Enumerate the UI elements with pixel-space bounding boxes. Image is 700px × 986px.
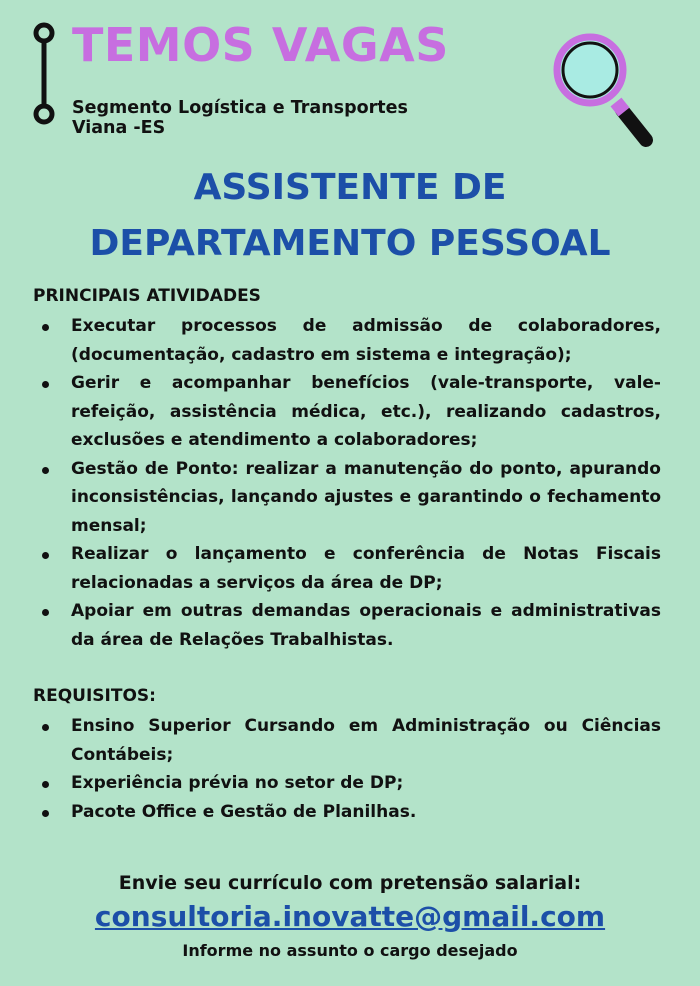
requirements-list — [33, 712, 661, 826]
list-item: Apoiar em outras demandas operacionais e administrativas da área de Relações Trabalhistas. — [33, 597, 661, 654]
subject-note: Informe no assunto o cargo desejado — [182, 941, 518, 960]
call-to-action: Envie seu currículo com pretensão salarial: — [118, 872, 582, 894]
magnifying-glass-icon — [550, 30, 655, 155]
list-item: Ensino Superior Cursando em Administração ou Ciências Contábeis; — [33, 712, 661, 769]
bullet-icon — [42, 324, 49, 331]
bullet-icon — [42, 781, 49, 788]
poster-title: TEMOS VAGAS — [72, 18, 449, 72]
location-text: Viana -ES — [72, 118, 166, 138]
bullet-icon — [42, 724, 49, 731]
email-link[interactable]: consultoria.inovatte@gmail.com — [94, 900, 606, 933]
list-item: Pacote Office e Gestão de Planilhas. — [33, 798, 661, 827]
list-item: Experiência prévia no setor de DP; — [33, 769, 661, 798]
list-item: Gestão de Ponto: realizar a manutenção do ponto, apurando inconsistências, lançando ajustes e garantindo o fechamento mensal; — [33, 455, 661, 541]
job-title-line2: DEPARTAMENTO PESSOAL — [89, 223, 611, 264]
list-item: Gerir e acompanhar benefícios (vale-transporte, vale-refeição, assistência médica, etc.), realizando cadastros, exclusões e atendimento a colaboradores; — [33, 369, 661, 455]
company-info — [72, 98, 408, 138]
timeline-icon — [33, 22, 63, 134]
bullet-icon — [42, 381, 49, 388]
bullet-icon — [42, 609, 49, 616]
activities-heading: PRINCIPAIS ATIVIDADES — [33, 286, 261, 306]
job-title-line1: ASSISTENTE DE — [193, 167, 507, 208]
job-title — [0, 160, 700, 272]
list-item: Realizar o lançamento e conferência de Notas Fiscais relacionadas a serviços da área de DP; — [33, 540, 661, 597]
bullet-icon — [42, 810, 49, 817]
bullet-icon — [42, 467, 49, 474]
list-item: Executar processos de admissão de colaboradores, (documentação, cadastro em sistema e integração); — [33, 312, 661, 369]
bullet-icon — [42, 552, 49, 559]
requirements-heading: REQUISITOS: — [33, 686, 156, 706]
activities-list — [33, 312, 661, 654]
segment-text: Segmento Logística e Transportes — [72, 98, 408, 118]
